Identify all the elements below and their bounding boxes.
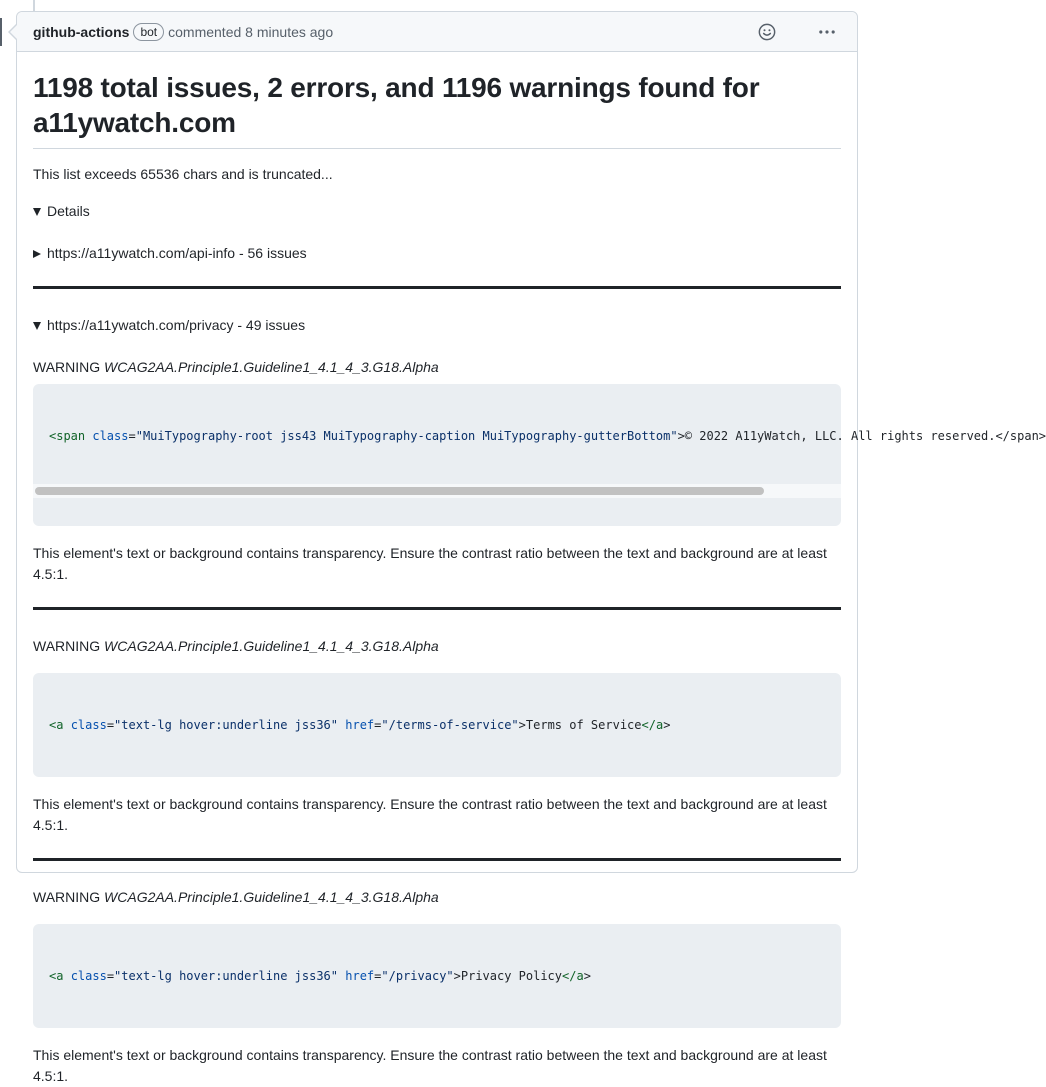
issue-level: WARNING [33, 359, 101, 375]
page-toggle-privacy[interactable] [33, 315, 841, 336]
issue-rule: WCAG2AA.Principle1.Guideline1_4.1_4_3.G18.Alpha [104, 359, 439, 375]
comment-header [17, 12, 857, 52]
timeline-marker [0, 18, 2, 46]
page-label: https://a11ywatch.com/privacy - 49 issues [47, 317, 306, 333]
triangle-down-icon [33, 322, 41, 330]
report-heading: 1198 total issues, 2 errors, and 1196 warnings found for a11ywatch.com [33, 52, 841, 149]
comment-box [16, 11, 1046, 1084]
bot-badge: bot [133, 23, 164, 41]
comment-author-link[interactable]: github-actions [33, 23, 130, 40]
issue-rule: WCAG2AA.Principle1.Guideline1_4.1_4_3.G18.Alpha [104, 638, 439, 654]
smiley-icon[interactable] [757, 22, 777, 42]
divider [33, 858, 841, 861]
triangle-down-icon [33, 208, 41, 216]
issue-heading [33, 636, 841, 657]
scrollbar-thumb[interactable] [35, 487, 764, 495]
issue-message: This element's text or background contains transparency. Ensure the contrast ratio between the text and background are at least 4.5:1. [33, 545, 827, 582]
details-label: Details [47, 203, 90, 219]
page-label: https://a11ywatch.com/api-info - 56 issues [47, 245, 307, 261]
code-block: <span class="MuiTypography-root jss43 MuiTypography-caption MuiTypography-gutterBottom">© 2022 A11yWatch, LLC. All rights reserved.</span> [33, 384, 841, 526]
comment-timestamp-link[interactable]: 8 minutes ago [245, 23, 334, 40]
details-toggle[interactable] [33, 201, 841, 222]
code-block: <a class="text-lg hover:underline jss36" href="/terms-of-service">Terms of Service</a> [33, 673, 841, 777]
issue-rule: WCAG2AA.Principle1.Guideline1_4.1_4_3.G18.Alpha [104, 889, 439, 905]
issue-level: WARNING [33, 889, 101, 905]
issue-message: This element's text or background contains transparency. Ensure the contrast ratio between the text and background are at least 4.5:1. [33, 796, 827, 833]
issue-message: This element's text or background contains transparency. Ensure the contrast ratio between the text and background are at least 4.5:1. [33, 1047, 827, 1084]
issue-level: WARNING [33, 638, 101, 654]
issue-heading [33, 887, 841, 908]
truncated-note: This list exceeds 65536 chars and is truncated... [33, 166, 333, 182]
comment-action: commented [168, 23, 242, 40]
code-block: <a class="text-lg hover:underline jss36" href="/privacy">Privacy Policy</a> [33, 924, 841, 1028]
horizontal-scrollbar[interactable] [33, 484, 841, 498]
comment-meta [168, 24, 333, 40]
divider [33, 286, 841, 289]
triangle-right-icon [33, 250, 41, 258]
issue-heading [33, 357, 841, 378]
divider [33, 607, 841, 610]
comment-body [17, 52, 1046, 1087]
page-toggle-api-info[interactable] [33, 243, 841, 264]
kebab-horizontal-icon[interactable] [817, 22, 837, 42]
